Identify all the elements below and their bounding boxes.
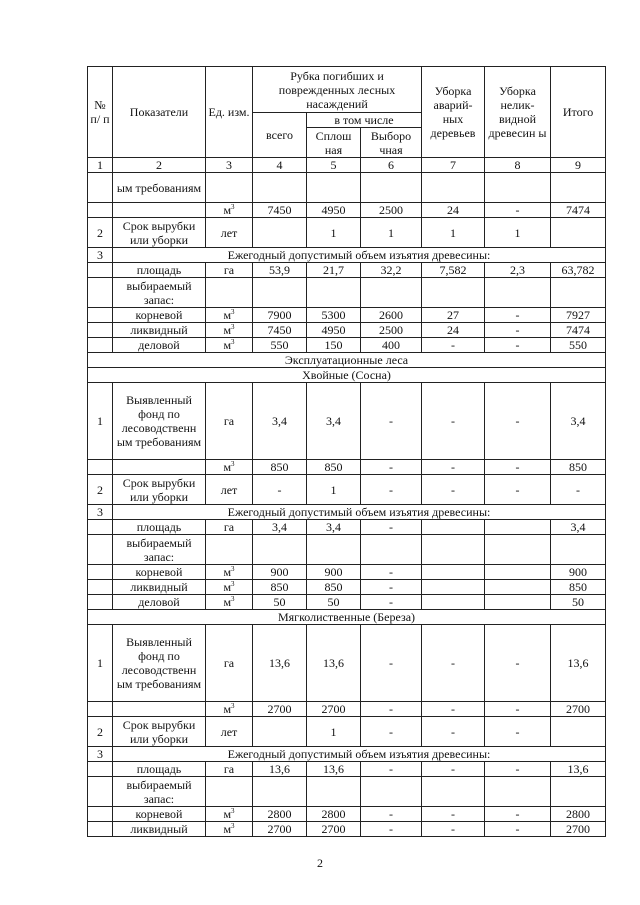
- value-cell: 27: [422, 308, 485, 323]
- colnum: 8: [485, 158, 551, 173]
- value-cell: -: [422, 475, 485, 505]
- value-cell: 3,4: [551, 520, 606, 535]
- table-row: [88, 323, 606, 338]
- value-cell: -: [422, 807, 485, 822]
- value-cell: -: [361, 717, 422, 747]
- header-felling: Рубка погибших и поврежденных лесных насаждений: [253, 67, 422, 113]
- value-cell: 2700: [307, 702, 361, 717]
- value-cell: -: [485, 807, 551, 822]
- value-cell: 2,3: [485, 263, 551, 278]
- value-cell: 850: [307, 580, 361, 595]
- table-row: [88, 580, 606, 595]
- indicator-name: ликвидный: [113, 822, 206, 837]
- colnum: 7: [422, 158, 485, 173]
- colnum: 3: [206, 158, 253, 173]
- value-cell: -: [422, 625, 485, 702]
- table-row: [88, 717, 606, 747]
- value-cell: 1: [307, 717, 361, 747]
- unit-cell: $м^3$: [206, 308, 253, 323]
- value-cell: -: [485, 762, 551, 777]
- value-cell: 5300: [307, 308, 361, 323]
- value-cell: -: [485, 308, 551, 323]
- value-cell: 1: [307, 475, 361, 505]
- unit-cell: га: [206, 383, 253, 460]
- value-cell: 3,4: [253, 520, 307, 535]
- value-cell: -: [485, 822, 551, 837]
- table-row: [88, 565, 606, 580]
- value-cell: 850: [551, 460, 606, 475]
- unit-cell: $м^3$: [206, 323, 253, 338]
- row-num: 1: [88, 383, 113, 460]
- table-row: [88, 173, 606, 203]
- forest-category-title: Эксплуатационные леса: [88, 353, 606, 368]
- value-cell: -: [361, 807, 422, 822]
- value-cell: -: [485, 475, 551, 505]
- value-cell: -: [485, 323, 551, 338]
- value-cell: -: [361, 565, 422, 580]
- colnum: 4: [253, 158, 307, 173]
- value-cell: 13,6: [551, 625, 606, 702]
- colnum: 9: [551, 158, 606, 173]
- value-cell: 21,7: [307, 263, 361, 278]
- value-cell: 850: [551, 580, 606, 595]
- indicator-name: Срок вырубки или уборки: [113, 218, 206, 248]
- table-row: [88, 535, 606, 565]
- table-row: [88, 822, 606, 837]
- table-row: [88, 520, 606, 535]
- header-indicators: Показатели: [113, 67, 206, 158]
- value-cell: 2800: [551, 807, 606, 822]
- value-cell: 850: [307, 460, 361, 475]
- value-cell: -: [422, 338, 485, 353]
- row-num: 3: [88, 747, 113, 762]
- value-cell: -: [361, 460, 422, 475]
- value-cell: 550: [253, 338, 307, 353]
- value-cell: 4950: [307, 203, 361, 218]
- indicator-name: выбираемый запас:: [113, 278, 206, 308]
- header-nonliquid: Уборка нелик- видной древесин ы: [485, 67, 551, 158]
- indicator-name: Срок вырубки или уборки: [113, 717, 206, 747]
- indicator-name: Срок вырубки или уборки: [113, 475, 206, 505]
- value-cell: 53,9: [253, 263, 307, 278]
- value-cell: 1: [485, 218, 551, 248]
- value-cell: 850: [253, 460, 307, 475]
- header-emergency: Уборка аварий- ных деревьев: [422, 67, 485, 158]
- value-cell: -: [485, 460, 551, 475]
- value-cell: 4950: [307, 323, 361, 338]
- colnum: 5: [307, 158, 361, 173]
- row-num: 2: [88, 475, 113, 505]
- table-row: [88, 203, 606, 218]
- unit-cell: га: [206, 263, 253, 278]
- unit-cell: $м^3$: [206, 203, 253, 218]
- unit-cell: лет: [206, 717, 253, 747]
- header-num: № п/ п: [88, 67, 113, 158]
- value-cell: 2700: [551, 702, 606, 717]
- value-cell: 2500: [361, 203, 422, 218]
- row-num: 3: [88, 248, 113, 263]
- indicator-name: корневой: [113, 565, 206, 580]
- colnum: 1: [88, 158, 113, 173]
- header-total: всего: [253, 113, 307, 158]
- value-cell: -: [361, 702, 422, 717]
- table-row: [88, 702, 606, 717]
- row-num: 3: [88, 505, 113, 520]
- indicator-name: площадь: [113, 520, 206, 535]
- value-cell: -: [422, 460, 485, 475]
- value-cell: -: [361, 580, 422, 595]
- value-cell: 150: [307, 338, 361, 353]
- value-cell: -: [361, 595, 422, 610]
- value-cell: 850: [253, 580, 307, 595]
- section-heading: Ежегодный допустимый объем изъятия древесины:: [113, 505, 606, 520]
- value-cell: 7900: [253, 308, 307, 323]
- row-num: 1: [88, 625, 113, 702]
- value-cell: -: [422, 702, 485, 717]
- unit-cell: га: [206, 625, 253, 702]
- section-heading: Ежегодный допустимый объем изъятия древесины:: [113, 747, 606, 762]
- value-cell: -: [422, 762, 485, 777]
- table-row: [88, 218, 606, 248]
- value-cell: 7474: [551, 203, 606, 218]
- header-incl: в том числе: [307, 113, 422, 128]
- value-cell: -: [485, 702, 551, 717]
- value-cell: 24: [422, 323, 485, 338]
- value-cell: 2700: [253, 822, 307, 837]
- indicator-name: площадь: [113, 263, 206, 278]
- value-cell: -: [361, 520, 422, 535]
- indicator-name: выбираемый запас:: [113, 535, 206, 565]
- row-num: 2: [88, 717, 113, 747]
- table-row: [88, 263, 606, 278]
- page-number: 2: [317, 856, 323, 870]
- value-cell: 3,4: [253, 383, 307, 460]
- value-cell: 2600: [361, 308, 422, 323]
- value-cell: -: [485, 383, 551, 460]
- value-cell: 50: [253, 595, 307, 610]
- value-cell: -: [361, 383, 422, 460]
- value-cell: 7474: [551, 323, 606, 338]
- indicator-name: Выявленный фонд по лесоводственн ым требованиям: [113, 383, 206, 460]
- unit-cell: $м^3$: [206, 580, 253, 595]
- value-cell: 1: [307, 218, 361, 248]
- unit-cell: лет: [206, 218, 253, 248]
- value-cell: -: [485, 625, 551, 702]
- indicator-name: деловой: [113, 338, 206, 353]
- indicator-name: деловой: [113, 595, 206, 610]
- value-cell: 7927: [551, 308, 606, 323]
- indicator-name: корневой: [113, 807, 206, 822]
- species-group-title: Хвойные (Сосна): [88, 368, 606, 383]
- unit-cell: $м^3$: [206, 702, 253, 717]
- value-cell: -: [551, 475, 606, 505]
- value-cell: -: [485, 338, 551, 353]
- value-cell: -: [361, 822, 422, 837]
- value-cell: 13,6: [551, 762, 606, 777]
- unit-cell: $м^3$: [206, 565, 253, 580]
- table-row: [88, 807, 606, 822]
- table-row: [88, 505, 606, 520]
- header-sum: Итого: [551, 67, 606, 158]
- value-cell: 13,6: [253, 762, 307, 777]
- value-cell: -: [485, 203, 551, 218]
- unit-cell: лет: [206, 475, 253, 505]
- value-cell: -: [253, 475, 307, 505]
- table-row: [88, 762, 606, 777]
- table-row: [88, 777, 606, 807]
- value-cell: 900: [307, 565, 361, 580]
- column-number-row: [88, 158, 606, 173]
- colnum: 2: [113, 158, 206, 173]
- table-row: [88, 338, 606, 353]
- value-cell: 63,782: [551, 263, 606, 278]
- value-cell: 1: [422, 218, 485, 248]
- unit-cell: $м^3$: [206, 807, 253, 822]
- forest-table: [87, 66, 606, 837]
- table-row: [88, 747, 606, 762]
- value-cell: -: [422, 717, 485, 747]
- colnum: 6: [361, 158, 422, 173]
- row-num: 2: [88, 218, 113, 248]
- header-selective: Выборо чная: [361, 128, 422, 158]
- unit-cell: га: [206, 520, 253, 535]
- value-cell: -: [422, 383, 485, 460]
- species-group-title: Мягколиственные (Береза): [88, 610, 606, 625]
- indicator-name: ликвидный: [113, 580, 206, 595]
- unit-cell: $м^3$: [206, 822, 253, 837]
- value-cell: 3,4: [551, 383, 606, 460]
- value-cell: 3,4: [307, 520, 361, 535]
- value-cell: 13,6: [307, 625, 361, 702]
- value-cell: 2800: [307, 807, 361, 822]
- value-cell: -: [361, 625, 422, 702]
- value-cell: -: [361, 762, 422, 777]
- value-cell: 2700: [307, 822, 361, 837]
- value-cell: 50: [551, 595, 606, 610]
- value-cell: 2700: [551, 822, 606, 837]
- value-cell: 2800: [253, 807, 307, 822]
- value-cell: 7,582: [422, 263, 485, 278]
- table-row: [88, 248, 606, 263]
- value-cell: 1: [361, 218, 422, 248]
- table-row: [88, 475, 606, 505]
- table-row: [88, 595, 606, 610]
- table-row: [88, 308, 606, 323]
- table-row: [88, 625, 606, 702]
- value-cell: 900: [253, 565, 307, 580]
- table-row: [88, 383, 606, 460]
- value-cell: 2700: [253, 702, 307, 717]
- value-cell: 3,4: [307, 383, 361, 460]
- indicator-name: корневой: [113, 308, 206, 323]
- value-cell: 400: [361, 338, 422, 353]
- header-unit: Ед. изм.: [206, 67, 253, 158]
- table-row: [88, 460, 606, 475]
- value-cell: 7450: [253, 323, 307, 338]
- unit-cell: га: [206, 762, 253, 777]
- value-cell: 7450: [253, 203, 307, 218]
- unit-cell: $м^3$: [206, 595, 253, 610]
- unit-cell: $м^3$: [206, 460, 253, 475]
- value-cell: -: [361, 475, 422, 505]
- indicator-name: ым требованиям: [113, 173, 206, 203]
- value-cell: -: [422, 822, 485, 837]
- value-cell: 32,2: [361, 263, 422, 278]
- value-cell: 13,6: [307, 762, 361, 777]
- value-cell: 50: [307, 595, 361, 610]
- value-cell: 900: [551, 565, 606, 580]
- indicator-name: Выявленный фонд по лесоводственн ым требованиям: [113, 625, 206, 702]
- section-heading: Ежегодный допустимый объем изъятия древесины:: [113, 248, 606, 263]
- header-solid: Сплош ная: [307, 128, 361, 158]
- indicator-name: площадь: [113, 762, 206, 777]
- value-cell: -: [485, 717, 551, 747]
- value-cell: 2500: [361, 323, 422, 338]
- value-cell: 550: [551, 338, 606, 353]
- indicator-name: ликвидный: [113, 323, 206, 338]
- value-cell: 13,6: [253, 625, 307, 702]
- unit-cell: $м^3$: [206, 338, 253, 353]
- indicator-name: выбираемый запас:: [113, 777, 206, 807]
- table-row: [88, 278, 606, 308]
- value-cell: 24: [422, 203, 485, 218]
